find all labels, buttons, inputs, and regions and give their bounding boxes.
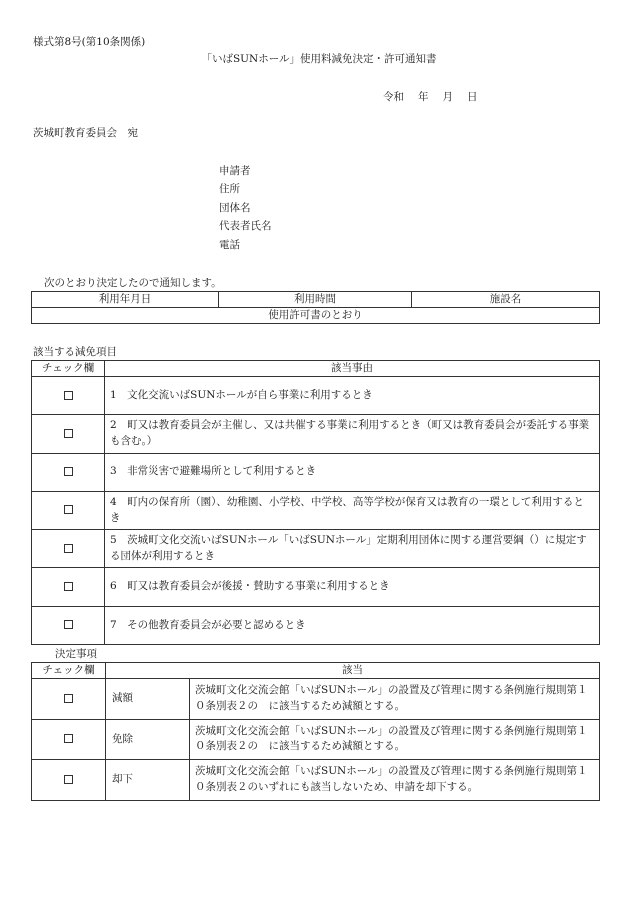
- address-label: 住所: [219, 183, 240, 195]
- table-row: [32, 719, 600, 760]
- checkbox[interactable]: [64, 620, 73, 629]
- table-row: [32, 453, 600, 491]
- group-name-label: 団体名: [219, 202, 251, 214]
- exemption-reason: 7 その他教育委員会が必要と認めるとき: [105, 606, 600, 644]
- decision-heading: 決定事項: [55, 648, 97, 660]
- exemption-reason: 5 茨城町文化交流いばSUNホール「いばSUNホール」定期利用団体に関する運営要綱（）に規定する団体が利用するとき: [105, 530, 600, 568]
- representative-name-label: 代表者氏名: [219, 220, 272, 232]
- document-title: 「いばSUNホール」使用料減免決定・許可通知書: [201, 53, 437, 65]
- decision-text: 茨城町文化交流会館「いばSUNホール」の設置及び管理に関する条例施行規則第１０条別表２の に該当するため減額とする。: [190, 679, 600, 720]
- decision-text: 茨城町文化交流会館「いばSUNホール」の設置及び管理に関する条例施行規則第１０条別表２のいずれにも該当しないため、申請を却下する。: [190, 760, 600, 801]
- decision-label: 免除: [106, 719, 190, 760]
- decision-label: 減額: [106, 679, 190, 720]
- date-line: [383, 91, 478, 104]
- phone-label: 電話: [219, 239, 240, 251]
- checkbox-cell[interactable]: [32, 491, 105, 529]
- usage-body-row: [32, 308, 600, 324]
- addressee: 茨城町教育委員会 宛: [33, 127, 138, 139]
- intro-text: 次のとおり決定したので通知します。: [44, 277, 222, 289]
- decision-header-row: [32, 663, 600, 679]
- date-era: 令和: [383, 91, 404, 103]
- table-row: [32, 377, 600, 415]
- exemption-table: [31, 360, 600, 645]
- table-row: [32, 606, 600, 644]
- usage-table: [31, 291, 600, 324]
- check-column-header: チェック欄: [32, 663, 106, 679]
- checkbox-cell[interactable]: [32, 377, 105, 415]
- form-number: 様式第8号(第10条関係): [33, 36, 146, 48]
- checkbox[interactable]: [64, 582, 73, 591]
- checkbox[interactable]: [64, 505, 73, 514]
- facility-name-header: 施設名: [412, 292, 600, 308]
- table-row: [32, 491, 600, 529]
- checkbox-cell[interactable]: [32, 719, 106, 760]
- date-month: 月: [442, 91, 453, 103]
- exemption-reason: 6 町又は教育委員会が後援・賛助する事業に利用するとき: [105, 568, 600, 606]
- checkbox[interactable]: [64, 694, 73, 703]
- exemption-reason: 3 非常災害で避難場所として利用するとき: [105, 453, 600, 491]
- decision-text: 茨城町文化交流会館「いばSUNホール」の設置及び管理に関する条例施行規則第１０条別表２の に該当するため減額とする。: [190, 719, 600, 760]
- exemption-reason: 4 町内の保育所（園）、幼稚園、小学校、中学校、高等学校が保育又は教育の一環として利用するとき: [105, 491, 600, 529]
- checkbox-cell[interactable]: [32, 530, 105, 568]
- checkbox[interactable]: [64, 775, 73, 784]
- checkbox[interactable]: [64, 544, 73, 553]
- table-row: [32, 530, 600, 568]
- usage-time-header: 利用時間: [219, 292, 412, 308]
- applicant-label: 申請者: [219, 165, 251, 177]
- usage-header-row: [32, 292, 600, 308]
- table-row: [32, 679, 600, 720]
- table-row: [32, 760, 600, 801]
- usage-body-cell: 使用許可書のとおり: [32, 308, 600, 324]
- reason-column-header: 該当事由: [105, 361, 600, 377]
- checkbox[interactable]: [64, 467, 73, 476]
- checkbox[interactable]: [64, 734, 73, 743]
- checkbox-cell[interactable]: [32, 760, 106, 801]
- exemptions-heading: 該当する減免項目: [33, 346, 117, 358]
- exemption-reason: 2 町又は教育委員会が主催し、又は共催する事業に利用するとき（町又は教育委員会が委託する事業も含む。）: [105, 415, 600, 453]
- checkbox-cell[interactable]: [32, 679, 106, 720]
- date-year: 年: [418, 91, 429, 103]
- checkbox[interactable]: [64, 391, 73, 400]
- checkbox-cell[interactable]: [32, 453, 105, 491]
- check-column-header: チェック欄: [32, 361, 105, 377]
- exemption-header-row: [32, 361, 600, 377]
- applicable-column-header: 該当: [106, 663, 600, 679]
- decision-label: 却下: [106, 760, 190, 801]
- date-day: 日: [467, 91, 478, 103]
- usage-date-header: 利用年月日: [32, 292, 219, 308]
- table-row: [32, 415, 600, 453]
- checkbox-cell[interactable]: [32, 415, 105, 453]
- decision-table: [31, 662, 600, 801]
- table-row: [32, 568, 600, 606]
- checkbox-cell[interactable]: [32, 606, 105, 644]
- checkbox[interactable]: [64, 429, 73, 438]
- exemption-reason: 1 文化交流いばSUNホールが自ら事業に利用するとき: [105, 377, 600, 415]
- checkbox-cell[interactable]: [32, 568, 105, 606]
